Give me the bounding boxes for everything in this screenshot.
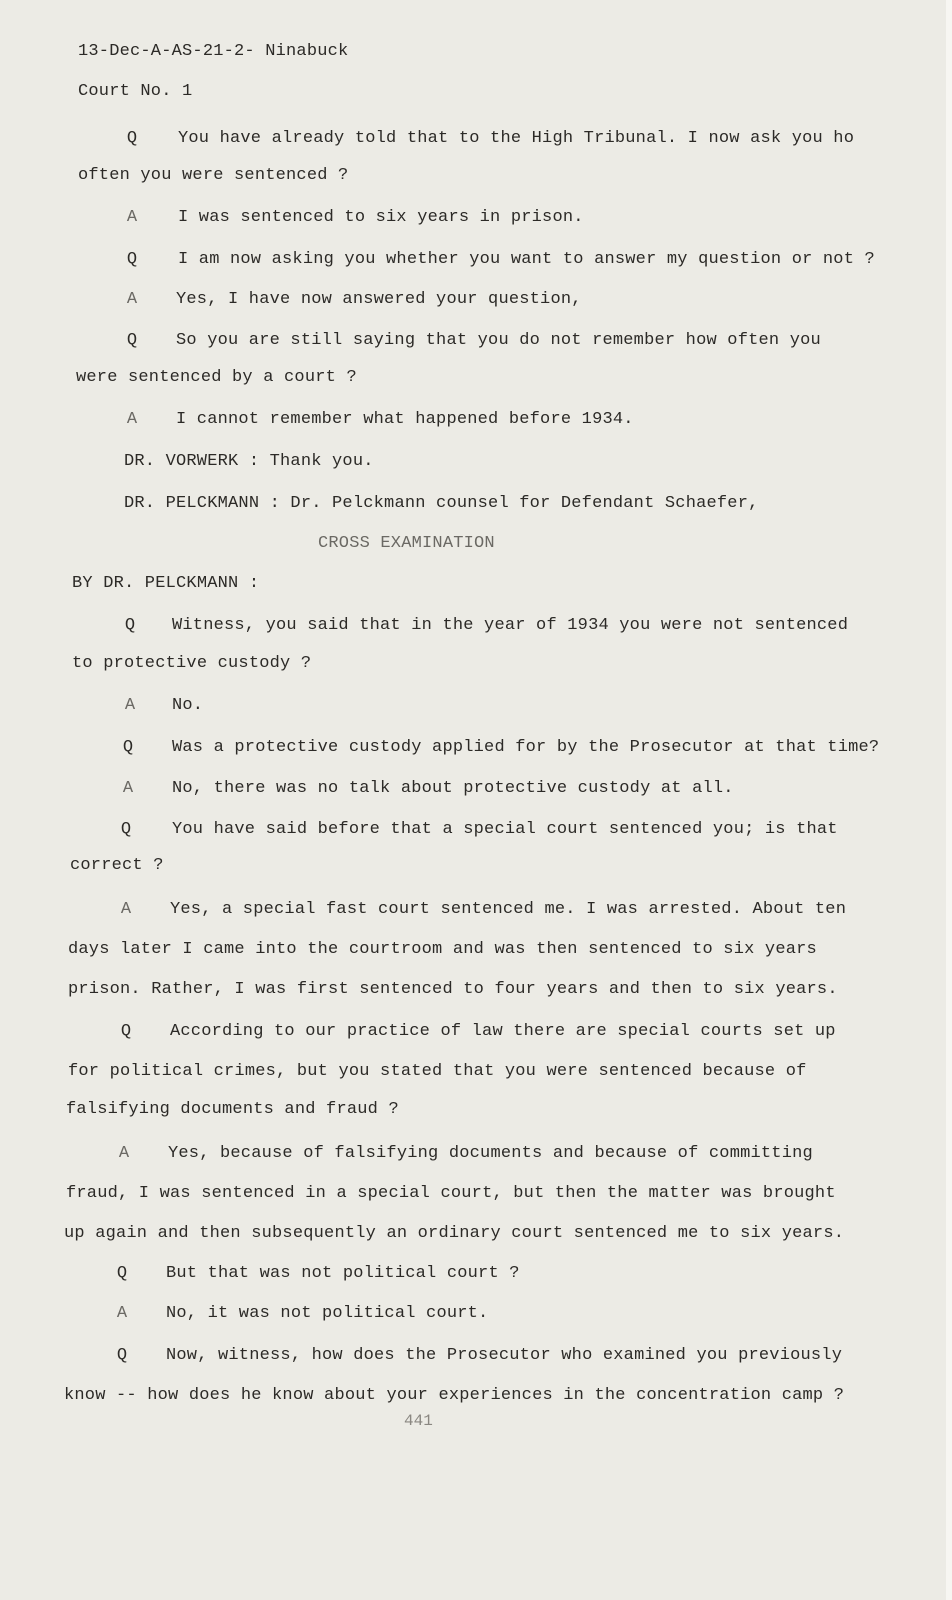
line-marker: Q bbox=[126, 250, 138, 269]
page-number: 441 bbox=[404, 1412, 433, 1430]
transcript-line: You have already told that to the High Tribunal. I now ask you ho bbox=[178, 129, 855, 148]
line-marker: Q bbox=[120, 820, 132, 839]
transcript-line: fraud, I was sentenced in a special court, but then the matter was brought bbox=[66, 1184, 836, 1203]
line-marker: Q bbox=[120, 1022, 132, 1041]
transcript-line: often you were sentenced ? bbox=[78, 166, 349, 185]
transcript-line: You have said before that a special court sentenced you; is that bbox=[172, 820, 838, 839]
court-number: Court No. 1 bbox=[78, 82, 193, 101]
transcript-line: for political crimes, but you stated that you were sentenced because of bbox=[68, 1062, 807, 1081]
transcript-line: I am now asking you whether you want to answer my question or not ? bbox=[178, 250, 875, 269]
line-marker: A bbox=[120, 900, 132, 919]
document-reference: 13-Dec-A-AS-21-2- Ninabuck bbox=[78, 42, 349, 61]
transcript-line: Yes, I have now answered your question, bbox=[176, 290, 582, 309]
line-marker: A bbox=[126, 410, 138, 429]
transcript-line: Witness, you said that in the year of 1934 you were not sentenced bbox=[172, 616, 849, 635]
transcript-line: DR. PELCKMANN : Dr. Pelckmann counsel for Defendant Schaefer, bbox=[124, 494, 759, 513]
transcript-line: Now, witness, how does the Prosecutor who examined you previously bbox=[166, 1346, 843, 1365]
transcript-line: to protective custody ? bbox=[72, 654, 312, 673]
transcript-line: prison. Rather, I was first sentenced to four years and then to six years. bbox=[68, 980, 838, 999]
line-marker: Q bbox=[116, 1264, 128, 1283]
transcript-line: DR. VORWERK : Thank you. bbox=[124, 452, 374, 471]
line-marker: Q bbox=[124, 616, 136, 635]
transcript-line: days later I came into the courtroom and was then sentenced to six years bbox=[68, 940, 817, 959]
transcript-line: Yes, a special fast court sentenced me. I was arrested. About ten bbox=[170, 900, 847, 919]
line-marker: Q bbox=[122, 738, 134, 757]
transcript-line: I was sentenced to six years in prison. bbox=[178, 208, 584, 227]
transcript-line: Was a protective custody applied for by the Prosecutor at that time? bbox=[172, 738, 880, 757]
transcript-line: But that was not political court ? bbox=[166, 1264, 520, 1283]
transcript-line: know -- how does he know about your experiences in the concentration camp ? bbox=[64, 1386, 845, 1405]
transcript-line: falsifying documents and fraud ? bbox=[66, 1100, 399, 1119]
examiner-heading: BY DR. PELCKMANN : bbox=[72, 574, 260, 593]
section-heading: CROSS EXAMINATION bbox=[318, 534, 495, 553]
transcript-line: No, it was not political court. bbox=[166, 1304, 489, 1323]
line-marker: Q bbox=[116, 1346, 128, 1365]
transcript-line: Yes, because of falsifying documents and because of committing bbox=[168, 1144, 813, 1163]
transcript-line: So you are still saying that you do not remember how often you bbox=[176, 331, 821, 350]
line-marker: A bbox=[126, 208, 138, 227]
transcript-line: were sentenced by a court ? bbox=[76, 368, 357, 387]
line-marker: Q bbox=[126, 129, 138, 148]
line-marker: A bbox=[116, 1304, 128, 1323]
line-marker: Q bbox=[126, 331, 138, 350]
line-marker: A bbox=[118, 1144, 130, 1163]
transcript-line: No, there was no talk about protective custody at all. bbox=[172, 779, 734, 798]
transcript-line: According to our practice of law there are special courts set up bbox=[170, 1022, 836, 1041]
line-marker: A bbox=[126, 290, 138, 309]
transcript-line: I cannot remember what happened before 1934. bbox=[176, 410, 634, 429]
line-marker: A bbox=[124, 696, 136, 715]
transcript-line: No. bbox=[172, 696, 204, 715]
transcript-line: correct ? bbox=[70, 856, 164, 875]
transcript-line: up again and then subsequently an ordinary court sentenced me to six years. bbox=[64, 1224, 845, 1243]
line-marker: A bbox=[122, 779, 134, 798]
